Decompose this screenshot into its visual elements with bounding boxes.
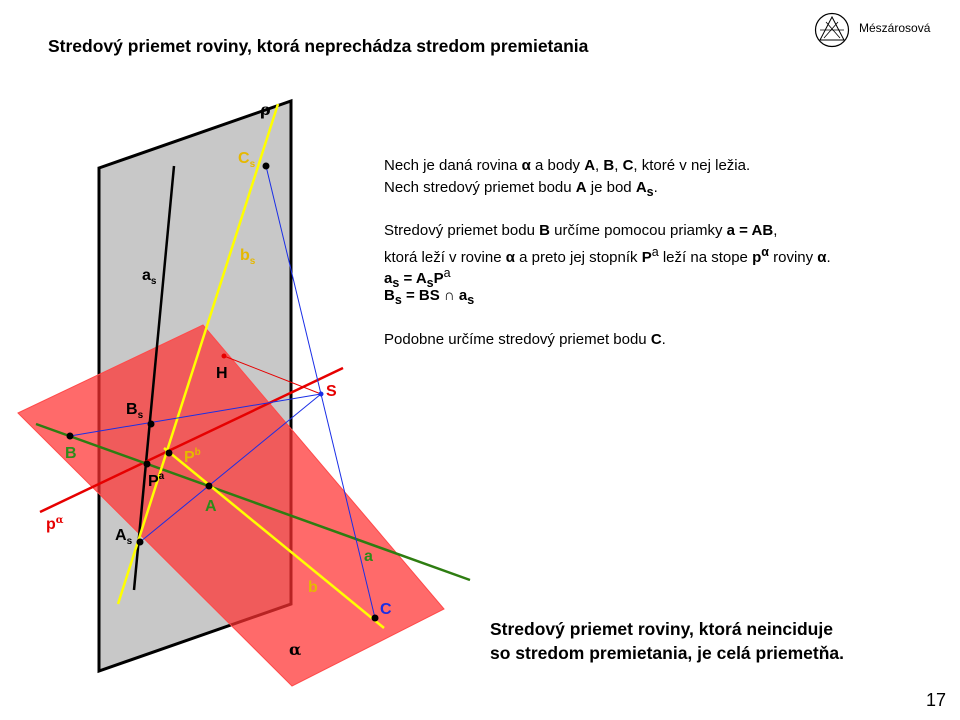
label-pa: $P^a$ <box>148 471 165 490</box>
explain-line-5: $a_s = A_sP^a$ <box>384 266 451 291</box>
label-bs-point: $B_s$ <box>126 401 144 421</box>
point-b <box>67 433 74 440</box>
page-number: 17 <box>926 690 947 710</box>
label-pb: $P^b$ <box>184 447 201 466</box>
conclusion-line-1: Stredový priemet roviny, ktorá neinciduje <box>490 619 833 639</box>
point-pb <box>166 450 173 457</box>
label-b-point: B <box>65 445 77 462</box>
point-h <box>222 354 227 359</box>
point-pa <box>144 461 151 468</box>
label-cs: $C_s$ <box>238 150 256 170</box>
point-c <box>372 615 379 622</box>
explanation-text <box>384 155 831 350</box>
explain-line-4: ktorá leží v rovine α a preto jej stopník $P^a$ leží na stope $p^\alpha$ roviny α. <box>384 244 831 266</box>
label-c-point: C <box>380 601 392 618</box>
label-s: S <box>326 383 337 400</box>
label-a-point: A <box>205 498 217 515</box>
label-as-line: $a_s$ <box>142 267 157 287</box>
label-a-line: a <box>364 548 373 565</box>
label-alpha: α <box>289 640 302 659</box>
label-rho: ρ <box>260 100 271 119</box>
label-bs-line: $b_s$ <box>240 247 256 267</box>
author-name: Mészárosová <box>859 21 931 35</box>
page-title: Stredový priemet roviny, ktorá neprechádza stredom premietania <box>48 36 589 56</box>
point-a <box>206 483 213 490</box>
point-bs <box>148 421 155 428</box>
explain-line-3: Stredový priemet bodu B určíme pomocou priamky a = AB, <box>384 222 778 240</box>
alpha-plane <box>18 325 444 686</box>
point-cs <box>263 163 270 170</box>
explain-line-6: $B_s$ = BS ∩ $a_s$ <box>384 287 475 308</box>
label-p-alpha: $p^\alpha$ <box>46 515 64 533</box>
conclusion-text <box>490 617 844 665</box>
label-as-point: $A_s$ <box>115 527 133 547</box>
label-b-line: b <box>308 579 318 596</box>
explain-line-1: Nech je daná rovina α a body A, B, C, ktoré v nej ležia. <box>384 157 751 174</box>
explain-line-2: Nech stredový priemet bodu A je bod $A_s$. <box>384 178 658 199</box>
conclusion-line-2: so stredom premietania, je celá priemetňa. <box>490 643 845 663</box>
point-as <box>137 539 144 546</box>
explain-line-7: Podobne určíme stredový priemet bodu C. <box>384 330 666 348</box>
point-s <box>319 392 324 397</box>
label-h: H <box>216 365 228 382</box>
